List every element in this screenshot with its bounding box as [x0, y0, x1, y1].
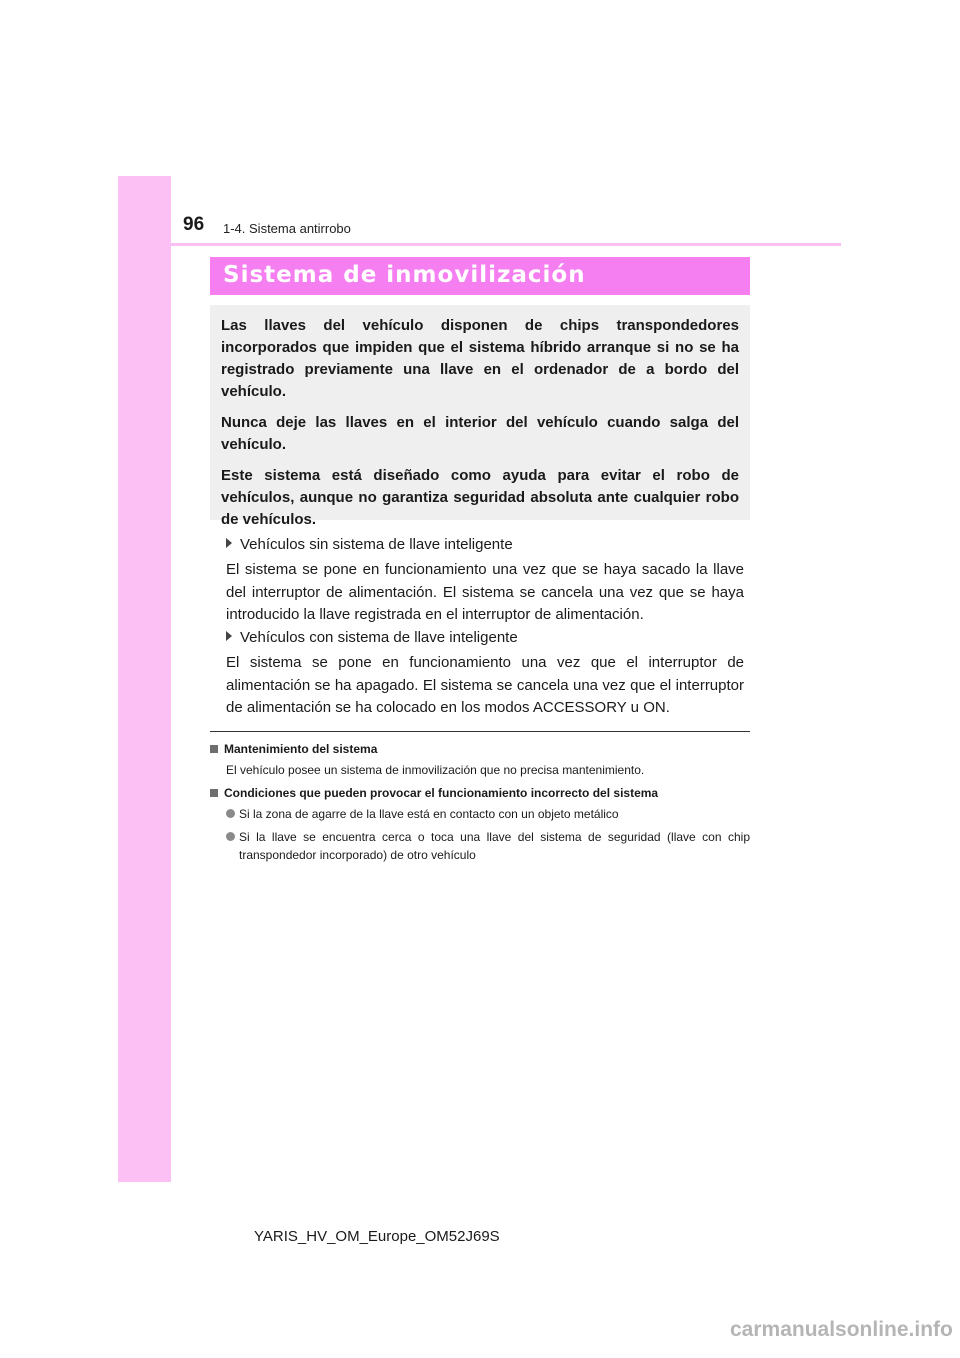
- intro-box: [210, 305, 750, 528]
- circle-bullet-icon: [226, 832, 235, 841]
- title-bar: [210, 257, 750, 295]
- note-heading: Condiciones que pueden provocar el funcionamiento incorrecto del sistema: [224, 786, 659, 800]
- list-item: Si la llave se encuentra cerca o toca una llave del sistema de seguridad (llave con chip transpondedor incorporado) de otro vehículo: [226, 828, 750, 864]
- header-rule: [118, 243, 841, 246]
- note-heading: Mantenimiento del sistema: [224, 742, 378, 756]
- condition-heading-no-smart-key: Vehículos sin sistema de llave inteligente: [226, 534, 513, 556]
- triangle-bullet-icon: [226, 538, 232, 548]
- circle-bullet-icon: [226, 809, 235, 818]
- watermark: carmanualsonline.info: [730, 1318, 953, 1341]
- chapter-side-tab: [118, 176, 171, 1182]
- intro-paragraph-1: Las llaves del vehículo disponen de chips transpondedores incorporados que impiden que el sistema híbrido arranque si no se ha registrado previamente una llave en el ordenador de a bordo del vehículo.: [221, 317, 739, 400]
- section-text-smart-key: El sistema se pone en funcionamiento una vez que el interruptor de alimentación se ha apagado. El sistema se cancela una vez que el interruptor de alimentación se ha colocado en los modos ACCESSORY u ON.: [226, 654, 744, 716]
- square-bullet-icon: [210, 745, 218, 753]
- page-title: Sistema de inmovilización: [223, 262, 586, 288]
- page-number: 96: [183, 214, 205, 235]
- intro-paragraph-3: Este sistema está diseñado como ayuda para evitar el robo de vehículos, aunque no garantiza seguridad absoluta ante cualquier robo de vehículos.: [221, 467, 739, 528]
- section-header: 1-4. Sistema antirrobo: [223, 221, 351, 236]
- intro-paragraph-2: Nunca deje las llaves en el interior del vehículo cuando salga del vehículo.: [221, 414, 739, 453]
- square-bullet-icon: [210, 789, 218, 797]
- section-divider: [210, 731, 750, 732]
- condition-heading-smart-key: Vehículos con sistema de llave inteligente: [226, 627, 518, 649]
- list-item: Si la zona de agarre de la llave está en contacto con un objeto metálico: [226, 805, 750, 823]
- document-footer: YARIS_HV_OM_Europe_OM52J69S: [254, 1228, 500, 1245]
- note-maintenance: [210, 740, 750, 779]
- section-text-no-smart-key: El sistema se pone en funcionamiento una vez que se haya sacado la llave del interruptor de alimentación. El sistema se cancela una vez que se haya introducido la llave registrada en el interruptor de alimentación.: [226, 561, 744, 623]
- note-conditions: [210, 784, 750, 802]
- note-text: El vehículo posee un sistema de inmovilización que no precisa mantenimiento.: [226, 763, 645, 777]
- triangle-bullet-icon: [226, 631, 232, 641]
